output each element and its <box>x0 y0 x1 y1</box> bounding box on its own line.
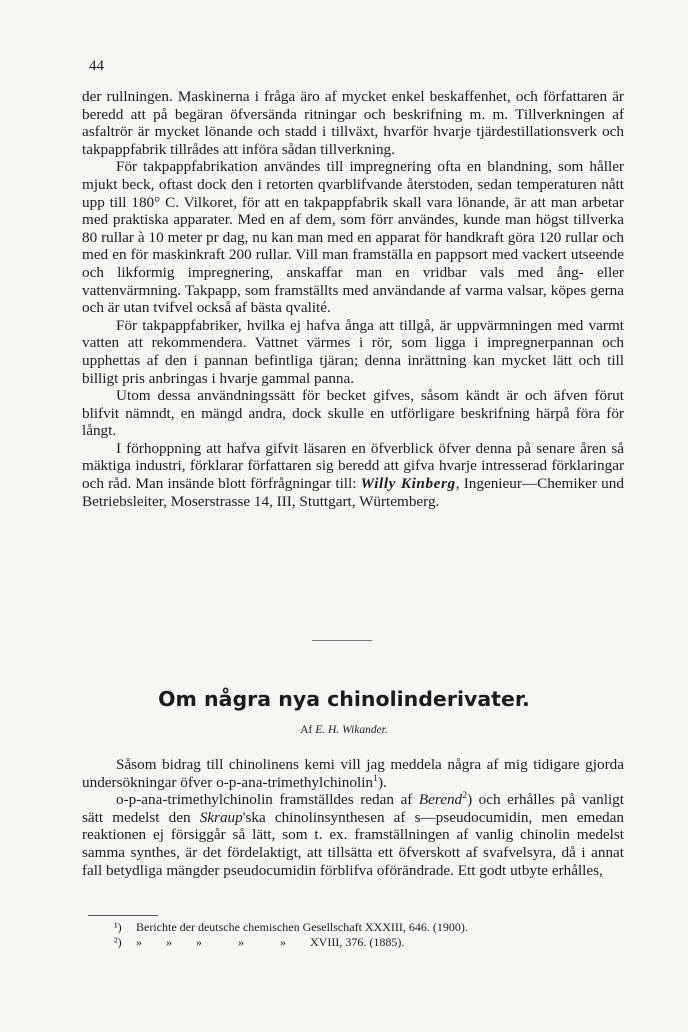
footnote-ref: 1 <box>373 772 378 784</box>
paragraph: Utom dessa användningssätt för becket gifves, såsom kändt är och äfven förut blifvit nämndt, en mängd andra, dock skulle en utförligare beskrifning härpå föra för långt. <box>82 387 624 440</box>
paragraph-text: I förhoppning att hafva gifvit läsaren en öfverblick öfver denna på senare åren så mäktiga industri, förklarar författaren sig beredd att gifva hvarje intresserad förklaringar och råd. Man insände blott förfrågningar till: <box>82 439 624 493</box>
paragraph <box>82 440 624 510</box>
paragraph <box>82 791 624 879</box>
paragraph: För takpappfabriker, hvilka ej hafva ånga att tillgå, är uppvärmningen med varmt vatten att rekommendera. Vattnet värmes i rör, som ligga i impregnerpannan och upphettas af den i pannan befintliga tjäran; denna inrättning kan mycket lätt och till billigt pris anbringas i hvarje gammal panna. <box>82 316 624 387</box>
paragraph-text: ) och erhålles på vanligt sätt medelst den <box>82 791 624 826</box>
paragraph-text: ). <box>377 773 387 791</box>
byline-prefix: Af <box>300 724 313 736</box>
paragraph <box>82 756 624 791</box>
paragraph-text: Såsom bidrag till chinolinens kemi vill jag meddela några af mig tidigare gjorda undersökningar öfver o-p-ana-trimethylchinolin <box>82 756 624 791</box>
page-number: 44 <box>89 58 104 74</box>
cited-name: Berend <box>418 791 463 809</box>
footnote-text: » » » » » XVIII, 376. (1885). <box>136 935 405 949</box>
footnote <box>114 935 594 950</box>
footnote <box>114 920 594 935</box>
paragraph: För takpappfabrikation användes till impregnering ofta en blandning, som håller mjukt beck, oftast dock den i retorten qvarblifvande återstoden, sedan temperaturen nått upp till 180° C. Vilkoret, för att en takpappfabrik skall vara lönande, är att man arbetar med praktiska apparater. Med en af dem, som förr användes, kunde man högst tillverka 80 rullar à 10 meter pr dag, nu kan man med en apparat för handkraft göra 120 rullar och med en för maskinkraft 200 rullar. Vill man framställa en pappsort med vackert utseende och likformig impregnering, anskaffar man en vridbar vals med ång- eller vattenvärmning. Takpapp, som framställts med användande af varma valsar, köpes gerna och är utan tvifvel också af bästa qvalité. <box>82 158 624 317</box>
paragraph-text: 'ska chinolinsynthesen af s—pseudocumidin, men emedan reaktionen ej försiggår så lätt, som t. ex. framställningen af vanlig chinolin medelst samma synthes, är det fördelaktigt, att tillsätta ett öfverskott af svafvelsyra, då i annat fall betydliga mängder pseudocumidin förblifva oförändrade. Ett godt utbyte erhålles, <box>82 808 624 879</box>
paragraph-text: , Ingenieur—Chemiker und Betriebsleiter, Moserstrasse 14, III, Stuttgart, Würtemberg. <box>82 475 624 510</box>
contact-name: Willy Kinberg <box>360 475 456 493</box>
article-body <box>82 756 624 879</box>
footnotes <box>114 920 594 950</box>
byline-author: E. H. Wikander. <box>315 724 388 736</box>
footnote-ref: 2 <box>462 790 468 802</box>
footnote-rule <box>88 915 158 916</box>
article-title: Om några nya chinolinderivater. <box>158 687 530 711</box>
paragraph-text: o-p-ana-trimethylchinolin framställdes redan af <box>116 791 419 809</box>
byline <box>0 724 688 736</box>
footnote-marker: ²) <box>114 935 122 949</box>
footnote-text: Berichte der deutsche chemischen Gesellschaft XXXIII, 646. (1900). <box>136 920 468 934</box>
section-separator <box>312 640 372 641</box>
continued-article-text <box>82 88 624 510</box>
paragraph: der rullningen. Maskinerna i fråga äro af mycket enkel beskaffenhet, och författaren är beredd att på begäran öfversända ritningar och beskrifning m. m. Tillverkningen af asfaltrör är mycket lönande och stadd i tillväxt, hvarför hvarje tjärdestillationsverk och takpappfabrik tillrådes att införa sådan tillverkning. <box>82 88 624 158</box>
footnote-marker: ¹) <box>114 920 122 934</box>
cited-name: Skraup <box>199 808 243 826</box>
